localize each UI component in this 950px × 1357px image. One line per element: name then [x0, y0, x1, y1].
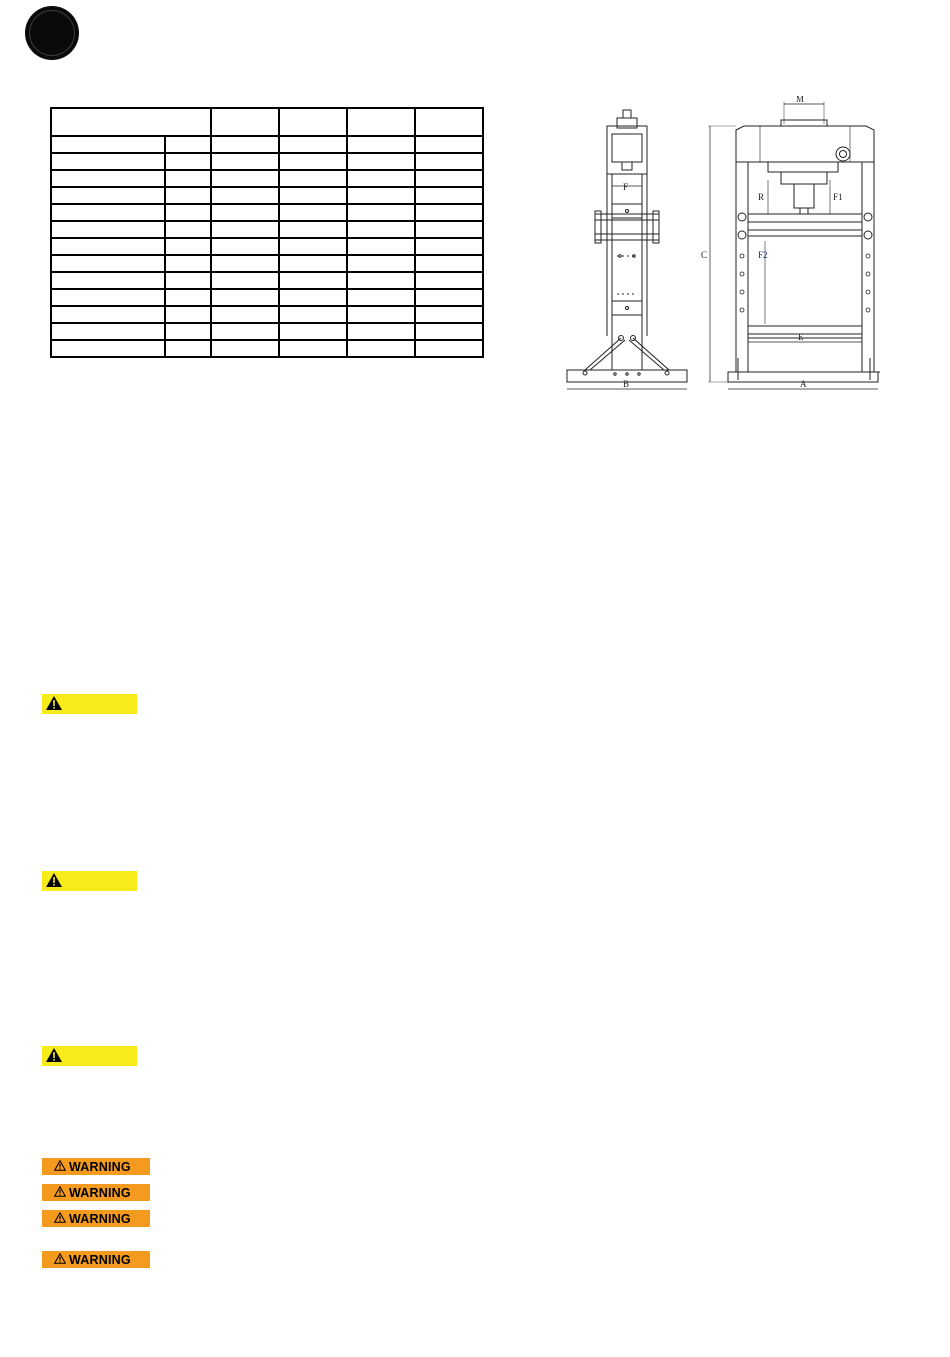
table-cell: [51, 136, 165, 153]
table-cell: [211, 187, 279, 204]
table-header-cell: [347, 108, 415, 136]
table-cell: [165, 136, 211, 153]
table-cell: [165, 255, 211, 272]
dim-label-f: F: [623, 182, 629, 192]
table-cell: [279, 170, 347, 187]
table-cell: [51, 221, 165, 238]
table-cell: [211, 170, 279, 187]
table-cell: [347, 255, 415, 272]
table-header-row: [51, 108, 483, 136]
table-cell: [51, 187, 165, 204]
table-cell: [165, 272, 211, 289]
table-cell: [415, 238, 483, 255]
table-row: [51, 153, 483, 170]
table-cell: [415, 187, 483, 204]
table-cell: [165, 170, 211, 187]
warning-triangle-icon: [54, 1212, 66, 1226]
table-row: [51, 238, 483, 255]
table-cell: [165, 306, 211, 323]
table-cell: [51, 340, 165, 357]
table-cell: [51, 170, 165, 187]
table-cell: [347, 323, 415, 340]
side-view: [567, 110, 687, 389]
table-header-cell: [279, 108, 347, 136]
table-cell: [415, 136, 483, 153]
table-cell: [347, 170, 415, 187]
table-cell: [415, 306, 483, 323]
table-cell: [279, 255, 347, 272]
table-cell: [279, 289, 347, 306]
table-cell: [415, 289, 483, 306]
table-cell: [347, 306, 415, 323]
table-cell: [211, 204, 279, 221]
table-row: [51, 221, 483, 238]
section-badge: [26, 7, 78, 59]
table-cell: [279, 187, 347, 204]
warning-triangle-icon: [54, 1186, 66, 1200]
caution-label: [42, 1046, 137, 1066]
caution-label: [42, 871, 137, 891]
table-cell: [51, 255, 165, 272]
table-cell: [347, 272, 415, 289]
table-row: [51, 340, 483, 357]
press-technical-drawing: [560, 96, 890, 401]
table-cell: [347, 238, 415, 255]
table-cell: [279, 153, 347, 170]
dim-label-e: E: [798, 332, 804, 342]
table-cell: [347, 153, 415, 170]
table-row: [51, 272, 483, 289]
table-cell: [211, 255, 279, 272]
table-cell: [211, 340, 279, 357]
table-cell: [211, 289, 279, 306]
warning-label: [42, 1158, 150, 1175]
dim-label-f1: F1: [833, 192, 843, 202]
dim-label-r: R: [758, 192, 765, 202]
table-cell: [415, 340, 483, 357]
table-cell: [347, 289, 415, 306]
warning-triangle-icon: [54, 1253, 66, 1267]
table-cell: [51, 153, 165, 170]
table-cell: [211, 136, 279, 153]
table-cell: [211, 323, 279, 340]
table-cell: [211, 306, 279, 323]
spec-table: [50, 107, 484, 358]
table-cell: [347, 221, 415, 238]
table-cell: [51, 272, 165, 289]
table-cell: [279, 136, 347, 153]
table-cell: [211, 221, 279, 238]
table-row: [51, 323, 483, 340]
table-cell: [165, 323, 211, 340]
dim-label-b: B: [623, 379, 630, 389]
table-row: [51, 170, 483, 187]
table-cell: [51, 306, 165, 323]
warning-label: [42, 1251, 150, 1268]
table-cell: [279, 306, 347, 323]
table-cell: [51, 204, 165, 221]
dim-label-f2: F2: [758, 250, 768, 260]
table-row: [51, 306, 483, 323]
table-cell: [165, 340, 211, 357]
table-cell: [347, 187, 415, 204]
table-cell: [165, 221, 211, 238]
warning-triangle-icon: [45, 695, 63, 714]
table-row: [51, 136, 483, 153]
dim-label-m: M: [796, 96, 805, 104]
front-view: [701, 96, 880, 389]
caution-label: [42, 694, 137, 714]
table-cell: [51, 323, 165, 340]
table-cell: [51, 238, 165, 255]
table-cell: [415, 204, 483, 221]
table-cell: [279, 238, 347, 255]
warning-triangle-icon: [54, 1160, 66, 1174]
warning-label-text: WARNING: [69, 1159, 131, 1174]
table-header-cell: [51, 108, 211, 136]
table-cell: [347, 136, 415, 153]
table-row: [51, 255, 483, 272]
warning-triangle-icon: [45, 1047, 63, 1066]
table-cell: [279, 272, 347, 289]
table-header-cell: [415, 108, 483, 136]
table-cell: [51, 289, 165, 306]
table-cell: [347, 340, 415, 357]
dim-label-a: A: [800, 379, 807, 389]
table-row: [51, 289, 483, 306]
warning-label: [42, 1210, 150, 1227]
table-cell: [165, 204, 211, 221]
table-cell: [211, 238, 279, 255]
table-cell: [211, 153, 279, 170]
warning-triangle-icon: [45, 872, 63, 891]
table-cell: [415, 255, 483, 272]
table-cell: [165, 238, 211, 255]
table-cell: [415, 170, 483, 187]
table-cell: [165, 187, 211, 204]
table-cell: [415, 323, 483, 340]
table-row: [51, 204, 483, 221]
warning-label-text: WARNING: [69, 1252, 131, 1267]
dim-label-c: C: [701, 250, 708, 260]
table-cell: [211, 272, 279, 289]
warning-label-text: WARNING: [69, 1185, 131, 1200]
table-cell: [347, 204, 415, 221]
table-cell: [415, 153, 483, 170]
table-cell: [279, 204, 347, 221]
table-cell: [415, 221, 483, 238]
table-cell: [279, 323, 347, 340]
warning-label: [42, 1184, 150, 1201]
table-header-cell: [211, 108, 279, 136]
table-cell: [415, 272, 483, 289]
table-cell: [165, 289, 211, 306]
table-row: [51, 187, 483, 204]
warning-label-text: WARNING: [69, 1211, 131, 1226]
table-cell: [165, 153, 211, 170]
table-cell: [279, 221, 347, 238]
table-cell: [279, 340, 347, 357]
